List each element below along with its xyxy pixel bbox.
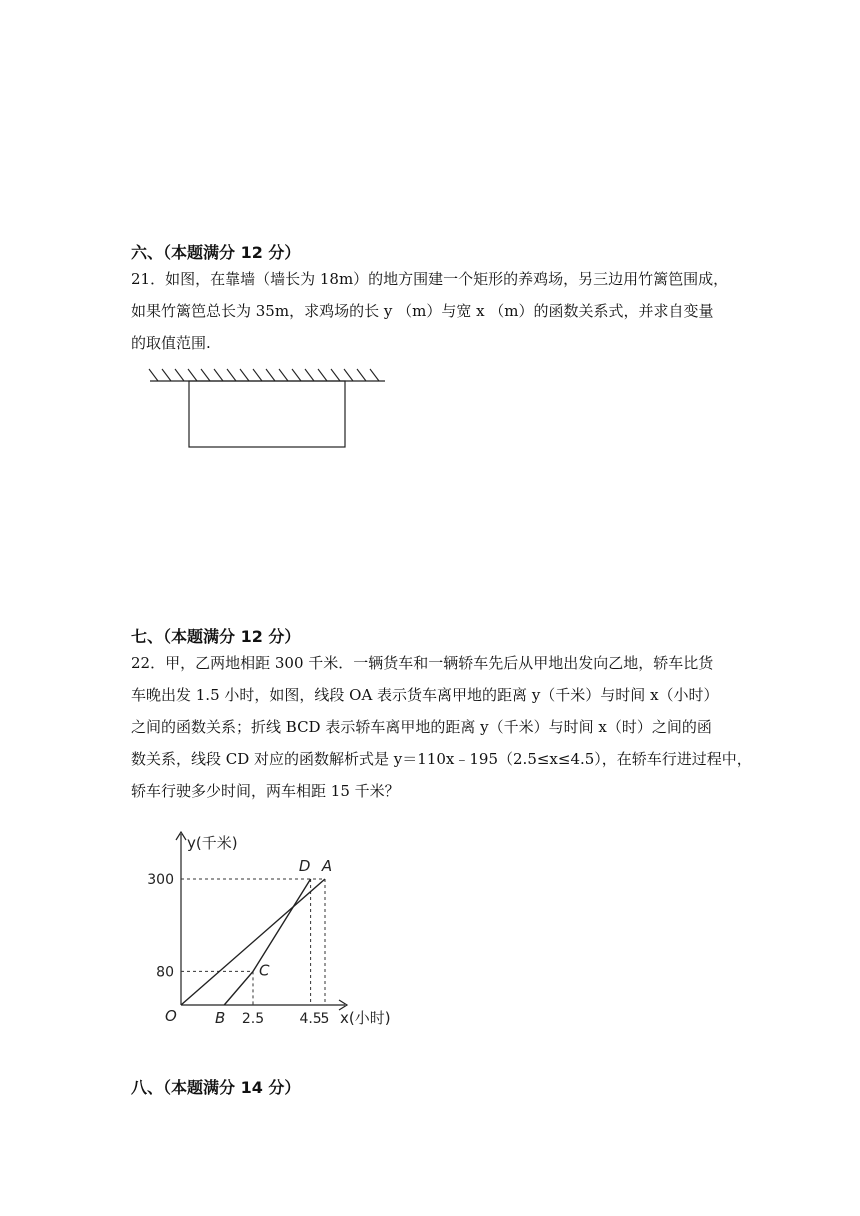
point-label-a: A [321,857,333,875]
x-axis-label: x(小时) [340,1009,391,1027]
q22-line-5: 轿车行驶多少时间，两车相距 15 千米？ [131,782,400,800]
x-tick-5: 5 [320,1011,330,1027]
section-6-heading: 六、（本题满分 12 分） [131,243,301,262]
point-label-b: B [215,1009,226,1027]
x-tick-2-5: 2.5 [241,1011,265,1027]
section-8-heading: 八、（本题满分 14 分） [131,1078,301,1097]
y-axis-label: y(千米) [187,834,238,852]
q22-line-2: 车晚出发 1.5 小时，如图，线段 OA 表示货车离甲地的距离 y（千米）与时间 x（小时） [131,686,719,704]
x-tick-4-5: 4.5 [299,1011,322,1027]
q21-line-2: 如果竹篱笆总长为 35m，求鸡场的长 y （m）与宽 x （m）的函数关系式，并求自变量 [131,302,714,320]
series-line-bcd [224,879,310,1005]
point-label-c: C [259,961,270,980]
q21-line-1: 21．如图，在靠墙（墙长为 18m）的地方围建一个矩形的养鸡场，另三边用竹篱笆围成， [131,270,729,288]
y-tick-80: 80 [156,964,174,981]
point-label-d: D [298,857,311,875]
section-7-heading: 七、（本题满分 12 分） [131,627,301,646]
q22-line-1: 22．甲，乙两地相距 300 千米．一辆货车和一辆轿车先后从甲地出发向乙地，轿车比货 [131,654,714,672]
q22-line-3: 之间的函数关系；折线 BCD 表示轿车离甲地的距离 y（千米）与时间 x（时）之间的函 [131,718,712,736]
y-tick-300: 300 [147,872,174,888]
q21-line-3: 的取值范围. [131,334,211,352]
origin-label: O [165,1007,177,1025]
q22-line-4: 数关系，线段 CD 对应的函数解析式是 y＝110x﹣195（2.5≤x≤4.5），在轿车行进过程中， [131,750,752,768]
